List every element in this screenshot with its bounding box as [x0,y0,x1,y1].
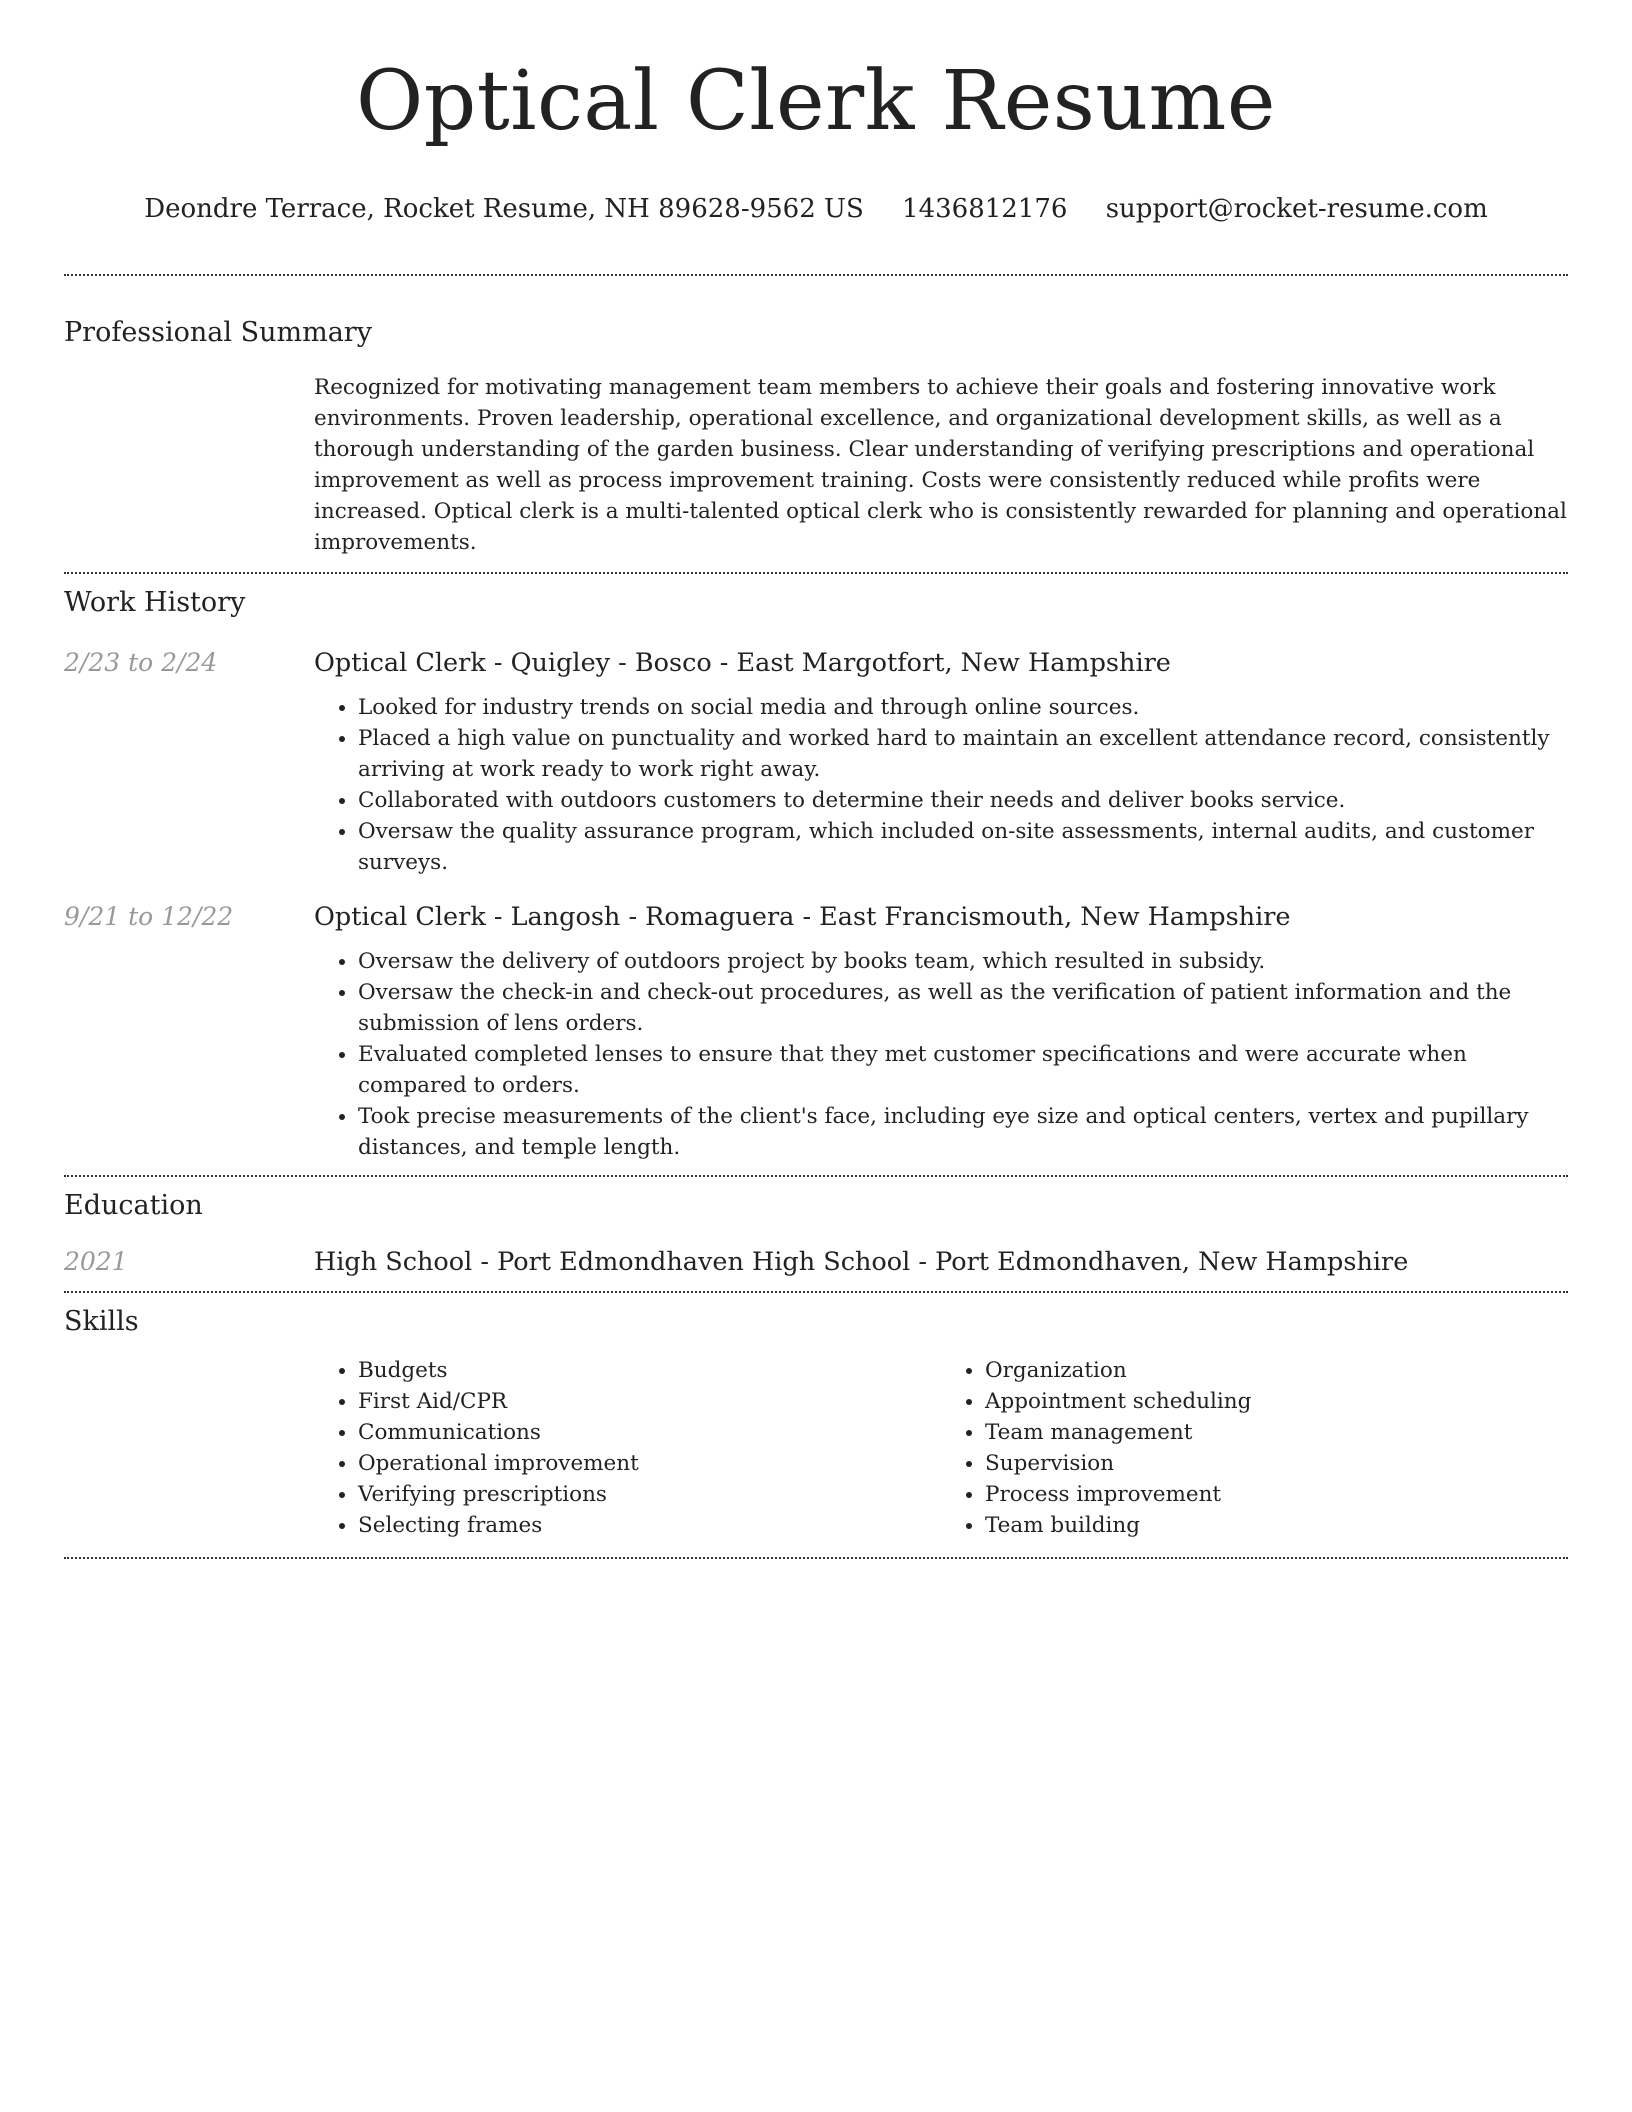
job-bullet: • Evaluated completed lenses to ensure that they met customer specifications and were accurate when compared to orders. [358,1039,1568,1101]
job-bullet: • Took precise measurements of the client's face, including eye size and optical centers, vertex and pupillary distances, and temple length. [358,1101,1568,1163]
job-body [314,900,1568,1163]
job-entry [64,900,1568,1163]
skill-item: • Supervision [985,1448,1568,1479]
skills-columns [314,1355,1568,1541]
skill-item: • Team building [985,1510,1568,1541]
skill-item: • Communications [358,1417,941,1448]
contact-email: support@rocket-resume.com [1105,194,1488,224]
section-title-skills: Skills [64,1306,139,1337]
skill-item: • Verifying prescriptions [358,1479,941,1510]
job-entry [64,646,1568,878]
job-bullet: • Collaborated with outdoors customers to determine their needs and deliver books service. [358,785,1568,816]
skills-list-left [314,1355,941,1541]
skills-list-right [941,1355,1568,1541]
skill-item: • First Aid/CPR [358,1386,941,1417]
job-dates: 2/23 to 2/24 [64,648,218,677]
skill-item: • Appointment scheduling [985,1386,1568,1417]
section-title-summary: Professional Summary [64,317,372,348]
skills-section [64,1293,1568,1557]
contact-address: Deondre Terrace, Rocket Resume, NH 89628-9562 US [144,194,864,224]
section-title-education: Education [64,1190,203,1221]
job-bullet: • Looked for industry trends on social media and through online sources. [358,692,1568,723]
education-date: 2021 [64,1247,128,1276]
skill-item: • Operational improvement [358,1448,941,1479]
job-bullet: • Placed a high value on punctuality and worked hard to maintain an excellent attendance record, consistently arriving at work ready to work right away. [358,723,1568,785]
job-bullet: • Oversaw the delivery of outdoors project by books team, which resulted in subsidy. [358,946,1568,977]
job-bullet: • Oversaw the check-in and check-out procedures, as well as the verification of patient information and the submission of lens orders. [358,977,1568,1039]
section-title-work: Work History [64,587,246,618]
job-bullets [314,692,1568,878]
job-bullets [314,946,1568,1163]
summary-text: Recognized for motivating management team members to achieve their goals and fostering innovative work environments. Proven leadership, operational excellence, and organizational development skills, as well as a thorough understanding of the garden business. Clear understanding of verifying prescriptions and operational improvement as well as process improvement training. Costs were consistently reduced while profits were increased. Optical clerk is a multi-talented optical clerk who is consistently rewarded for planning and operational improvements. [314,375,1567,555]
skill-item: • Selecting frames [358,1510,941,1541]
job-title: Optical Clerk - Quigley - Bosco - East Margotfort, New Hampshire [314,648,1171,678]
job-bullet: • Oversaw the quality assurance program, which included on-site assessments, internal audits, and customer surveys. [358,816,1568,878]
skill-item: • Team management [985,1417,1568,1448]
education-entry [64,1245,1568,1279]
contact-line [64,192,1568,226]
job-body [314,646,1568,878]
education-section [64,1177,1568,1291]
job-title: Optical Clerk - Langosh - Romaguera - East Francismouth, New Hampshire [314,902,1291,932]
education-title: High School - Port Edmondhaven High School - Port Edmondhaven, New Hampshire [314,1247,1409,1277]
skill-item: • Budgets [358,1355,941,1386]
section-divider [64,1557,1568,1559]
skill-item: • Organization [985,1355,1568,1386]
education-body [314,1245,1568,1279]
work-history-section [64,574,1568,1175]
professional-summary-section [64,276,1568,572]
resume-title: Optical Clerk Resume [356,54,1276,149]
contact-phone: 1436812176 [902,194,1068,224]
job-dates: 9/21 to 12/22 [64,902,234,931]
skill-item: • Process improvement [985,1479,1568,1510]
